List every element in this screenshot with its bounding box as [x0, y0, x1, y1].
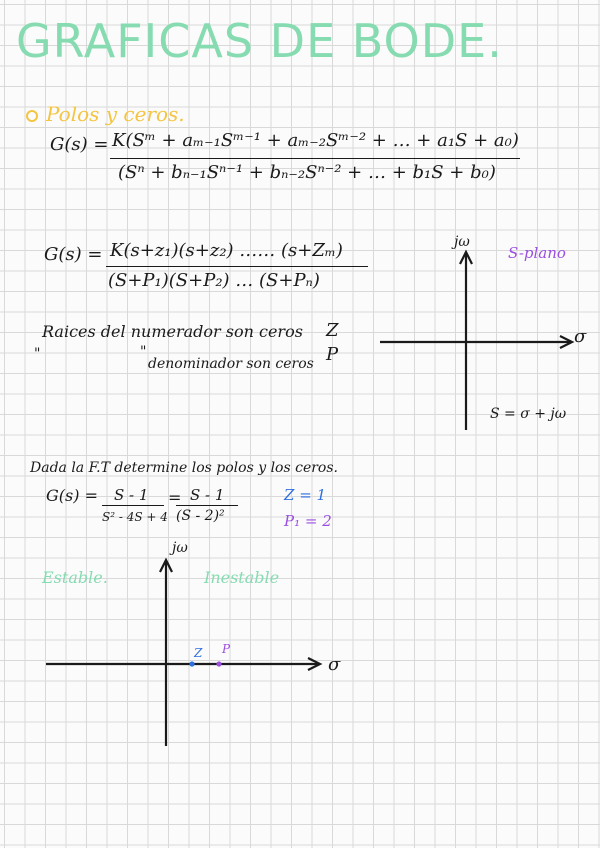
- splane-axes: [380, 252, 572, 430]
- plot2-zero-mark: Z: [194, 646, 203, 660]
- example-zero: Z = 1: [284, 486, 327, 504]
- eq1-lhs: G(s) =: [50, 134, 109, 155]
- eq2-lhs: G(s) =: [44, 244, 103, 265]
- example-prompt: Dada la F.T determine los polos y los ceros.: [30, 460, 338, 476]
- example-den2: (S - 2)²: [176, 508, 225, 524]
- roots-line2: denominador son ceros: [148, 356, 314, 372]
- plot2-x-axis-label: σ: [328, 654, 341, 675]
- plot2-stable-label: Estable.: [42, 568, 108, 587]
- plot2-axes: [46, 560, 320, 746]
- example-equals: =: [168, 488, 182, 507]
- roots-ditto2: ": [140, 344, 147, 360]
- plot2-pole-mark: P: [222, 642, 231, 656]
- eq2-numerator: K(s+z₁)(s+z₂) …… (s+Zₘ): [110, 240, 343, 261]
- example-pole: P₁ = 2: [284, 512, 332, 530]
- example-num2: S - 1: [190, 486, 225, 504]
- plot2-unstable-label: Inestable: [204, 568, 280, 587]
- plot2-y-axis-label: jω: [172, 540, 188, 556]
- section-heading-text: Polos y ceros.: [46, 102, 185, 126]
- roots-line1: Raices del numerador son ceros: [42, 322, 303, 341]
- splane-y-axis-label: jω: [454, 234, 470, 250]
- example-den1: S² - 4S + 4: [102, 510, 168, 524]
- splane-label: S-plano: [508, 244, 566, 262]
- plot2-pole-point: [216, 661, 221, 666]
- splane-x-axis-label: σ: [574, 326, 587, 347]
- page-title: GRAFICAS DE BODE.: [16, 14, 503, 68]
- plot2-zero-point: [189, 661, 194, 666]
- roots-line1-tag: Z: [326, 320, 339, 341]
- roots-ditto: ": [34, 346, 41, 362]
- splane-equation: S = σ + jω: [490, 406, 567, 422]
- eq1-denominator: (Sⁿ + bₙ₋₁Sⁿ⁻¹ + bₙ₋₂Sⁿ⁻² + … + b₁S + b₀): [118, 162, 496, 183]
- example-lhs: G(s) =: [46, 486, 98, 505]
- example-num1: S - 1: [114, 486, 149, 504]
- eq2-denominator: (S+P₁)(S+P₂) … (S+Pₙ): [108, 270, 320, 291]
- eq1-numerator: K(Sᵐ + aₘ₋₁Sᵐ⁻¹ + aₘ₋₂Sᵐ⁻² + … + a₁S + a₀): [112, 130, 519, 151]
- roots-line2-tag: P: [326, 344, 339, 365]
